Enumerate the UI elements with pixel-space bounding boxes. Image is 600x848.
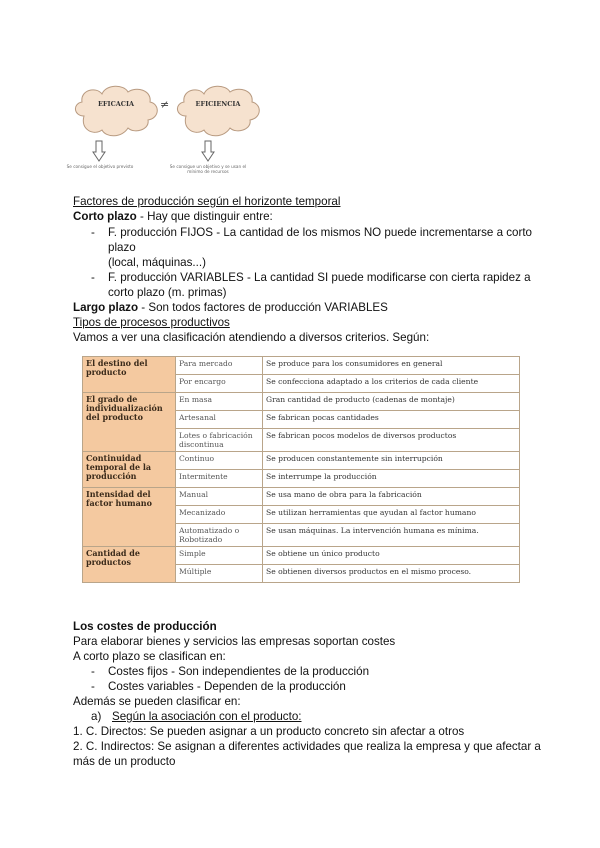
fijos-line-2: plazo xyxy=(108,241,136,254)
eficacia-label: EFICACIA xyxy=(97,100,135,108)
bullet-dash: - xyxy=(91,226,95,239)
a-list-marker: a) xyxy=(91,710,102,723)
corto-plazo-text: - Hay que distinguir entre: xyxy=(136,210,273,223)
costes-line-1: Para elaborar bienes y servicios las empresas soportan costes xyxy=(73,635,396,648)
process-type-cell: Mecanizado xyxy=(176,506,263,524)
process-type-cell: Múltiple xyxy=(176,565,263,583)
process-type-cell: Automatizado o Robotizado xyxy=(176,524,263,547)
costes-indirectos-2: más de un producto xyxy=(73,755,176,768)
description-cell: Se confecciona adaptado a los criterios de cada cliente xyxy=(263,375,520,393)
down-arrow-icon xyxy=(201,140,215,162)
eficacia-eficiencia-diagram xyxy=(66,80,300,190)
table-row xyxy=(83,488,520,506)
corto-plazo-label: Corto plazo xyxy=(73,210,137,223)
largo-plazo-label: Largo plazo xyxy=(73,301,139,314)
eficacia-cloud xyxy=(70,80,162,142)
costes-heading: Los costes de producción xyxy=(73,620,217,633)
description-cell: Se fabrican pocas cantidades xyxy=(263,411,520,429)
costes-variables: Costes variables - Dependen de la producción xyxy=(108,680,346,693)
eficiencia-cloud xyxy=(172,80,264,142)
process-type-cell: Lotes o fabricación discontinua xyxy=(176,429,263,452)
largo-plazo-text: - Son todos factores de producción VARIABLES xyxy=(138,301,388,314)
description-cell: Se usan máquinas. La intervención humana es mínima. xyxy=(263,524,520,547)
bullet-dash: - xyxy=(91,665,95,678)
category-cell: Continuidad temporal de la producción xyxy=(83,452,176,488)
down-arrow-icon xyxy=(92,140,106,162)
process-type-cell: Simple xyxy=(176,547,263,565)
tipos-heading: Tipos de procesos productivos xyxy=(73,316,230,329)
costes-line-2: A corto plazo se clasifican en: xyxy=(73,650,226,663)
eficiencia-label: EFICIENCIA xyxy=(195,100,241,108)
factores-heading: Factores de producción según el horizonte temporal xyxy=(73,195,341,208)
process-type-cell: Intermitente xyxy=(176,470,263,488)
description-cell: Se fabrican pocos modelos de diversos productos xyxy=(263,429,520,452)
fijos-line-3: (local, máquinas...) xyxy=(108,256,206,269)
largo-plazo-line xyxy=(73,301,388,315)
description-cell: Se usa mano de obra para la fabricación xyxy=(263,488,520,506)
procesos-productivos-table xyxy=(82,356,520,583)
category-cell: Intensidad del factor humano xyxy=(83,488,176,547)
eficiencia-caption: Se consigue un objetivo y se usan el mínimo de recursos xyxy=(169,164,247,174)
costes-directos: 1. C. Directos: Se pueden asignar a un producto concreto sin afectar a otros xyxy=(73,725,465,738)
table-row xyxy=(83,547,520,565)
description-cell: Gran cantidad de producto (cadenas de montaje) xyxy=(263,393,520,411)
fijos-line-1: F. producción FIJOS - La cantidad de los mismos NO puede incrementarse a corto xyxy=(108,226,533,239)
description-cell: Se producen constantemente sin interrupción xyxy=(263,452,520,470)
costes-indirectos-1: 2. C. Indirectos: Se asignan a diferentes actividades que realiza la empresa y que afectar a xyxy=(73,740,541,753)
process-type-cell: Para mercado xyxy=(176,357,263,375)
description-cell: Se utilizan herramientas que ayudan al factor humano xyxy=(263,506,520,524)
variables-line-1: F. producción VARIABLES - La cantidad SI puede modificarse con cierta rapidez a xyxy=(108,271,531,284)
eficacia-caption: Se consigue el objetivo previsto xyxy=(66,164,134,169)
description-cell: Se obtienen diversos productos en el mismo proceso. xyxy=(263,565,520,583)
process-type-cell: Continuo xyxy=(176,452,263,470)
bullet-dash: - xyxy=(91,680,95,693)
corto-plazo-line xyxy=(73,210,273,224)
table-row xyxy=(83,452,520,470)
process-type-cell: Artesanal xyxy=(176,411,263,429)
description-cell: Se produce para los consumidores en general xyxy=(263,357,520,375)
process-type-cell: Por encargo xyxy=(176,375,263,393)
bullet-dash: - xyxy=(91,271,95,284)
category-cell: El destino del producto xyxy=(83,357,176,393)
process-type-cell: En masa xyxy=(176,393,263,411)
costes-line-3: Además se pueden clasificar en: xyxy=(73,695,241,708)
asociacion-heading: Según la asociación con el producto: xyxy=(112,710,302,723)
tipos-intro: Vamos a ver una clasificación atendiendo a diversos criterios. Según: xyxy=(73,331,430,344)
table-row xyxy=(83,393,520,411)
process-type-cell: Manual xyxy=(176,488,263,506)
category-cell: El grado de individualización del producto xyxy=(83,393,176,452)
costes-fijos: Costes fijos - Son independientes de la producción xyxy=(108,665,370,678)
category-cell: Cantidad de productos xyxy=(83,547,176,583)
table-row xyxy=(83,357,520,375)
not-equal-symbol: ≠ xyxy=(160,98,170,111)
variables-line-2: corto plazo (m. primas) xyxy=(108,286,227,299)
description-cell: Se interrumpe la producción xyxy=(263,470,520,488)
description-cell: Se obtiene un único producto xyxy=(263,547,520,565)
